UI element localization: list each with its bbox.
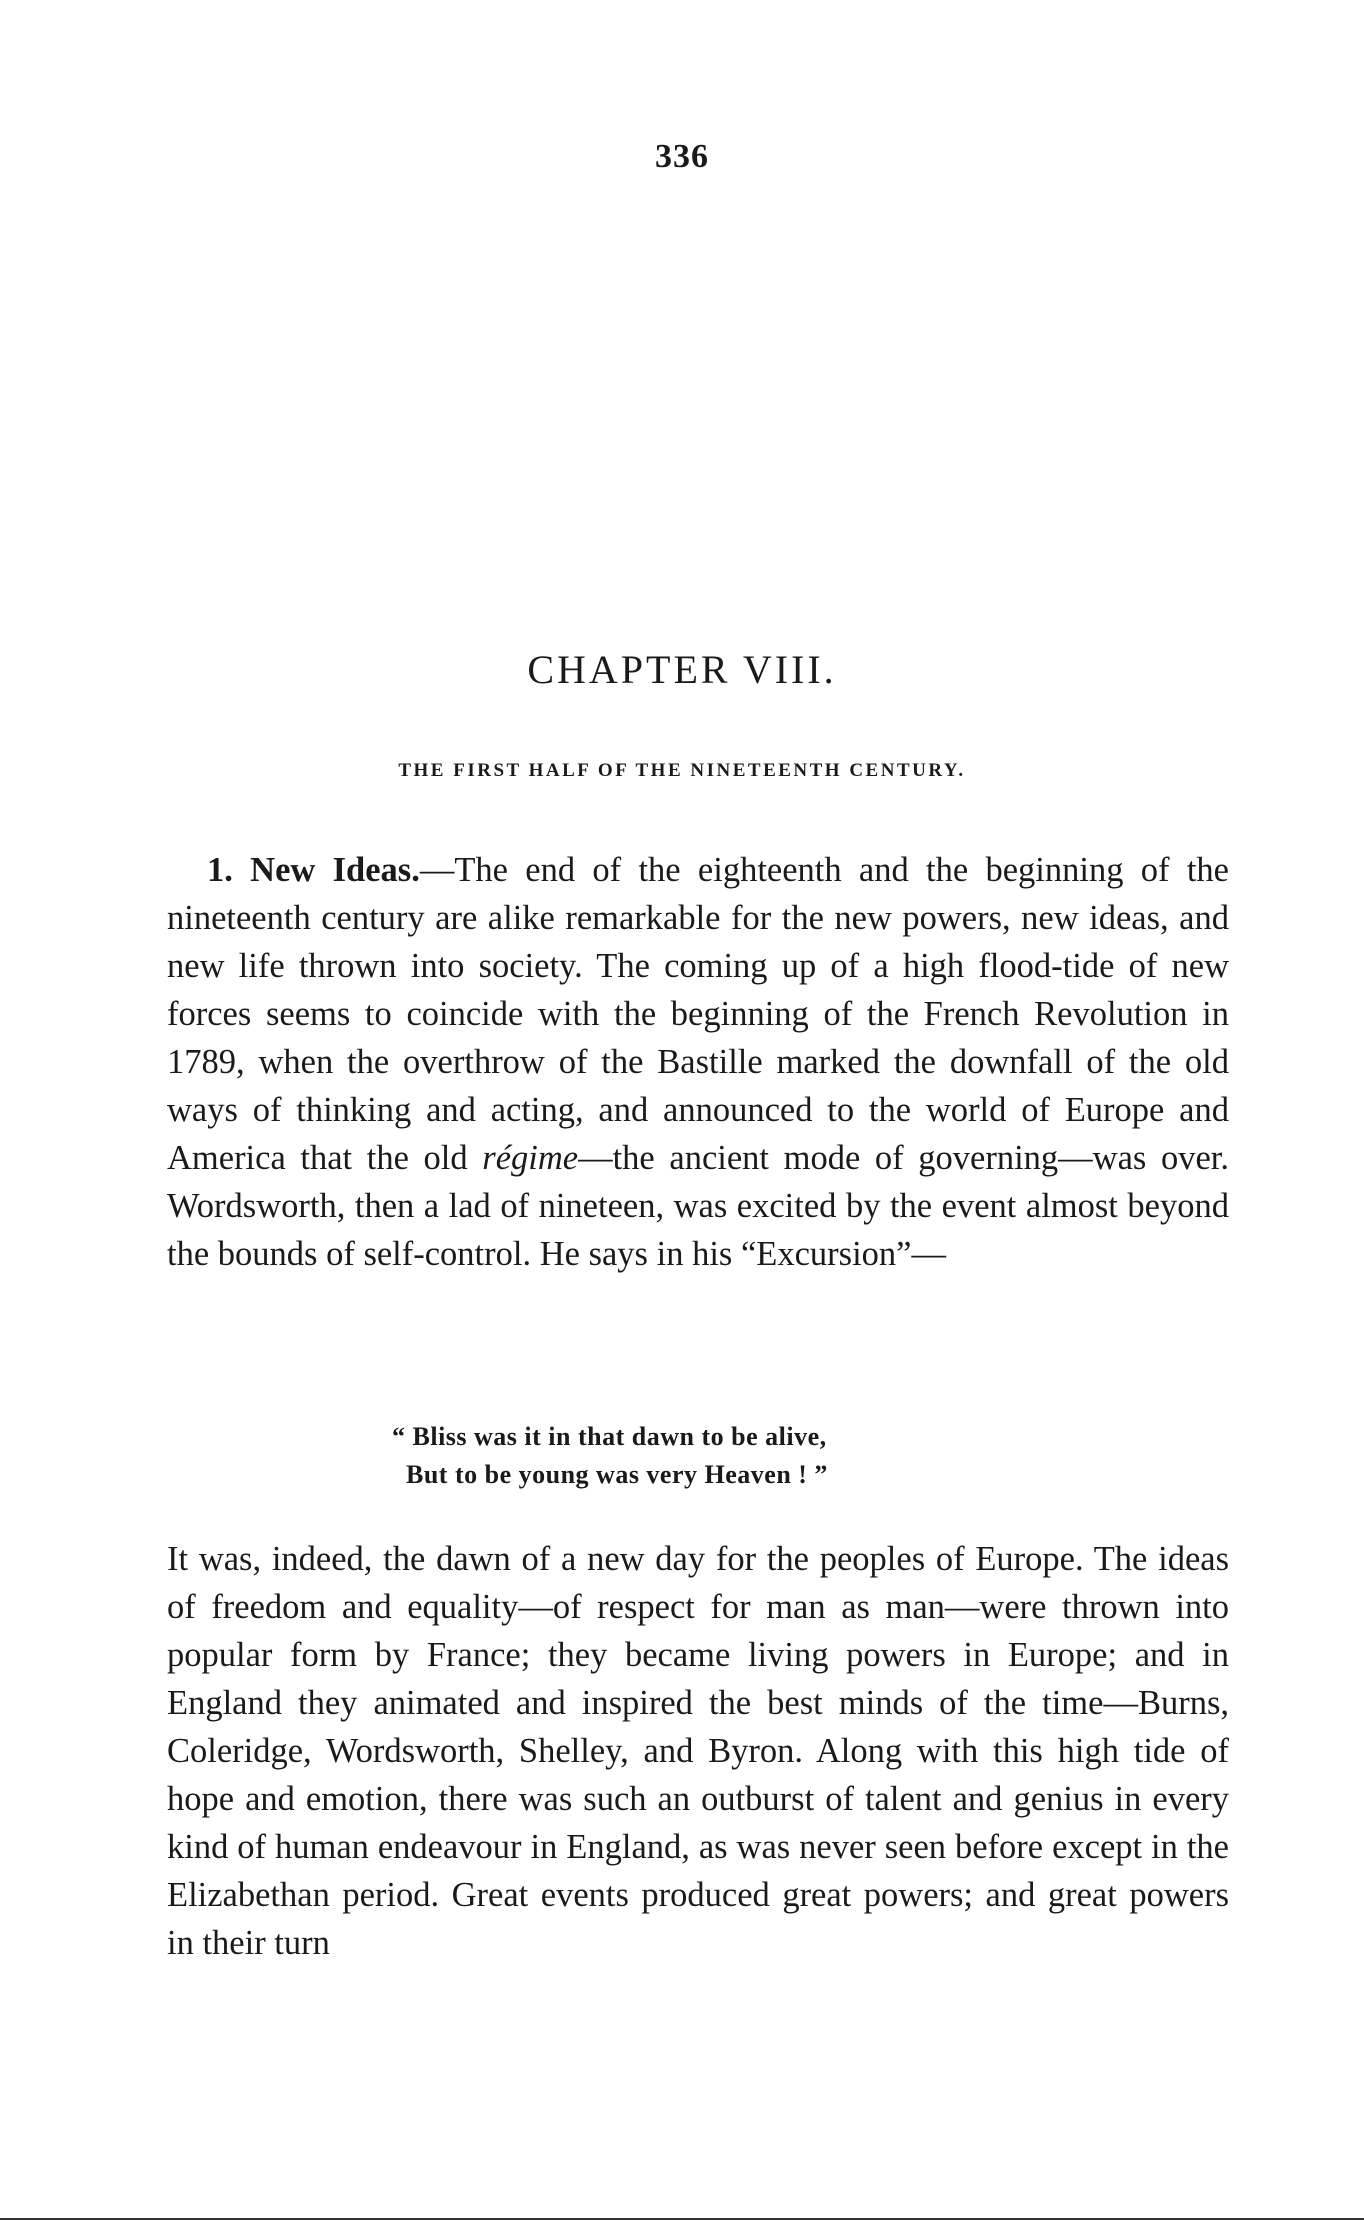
section-heading: 1. New Ideas. [207,851,420,889]
page-bottom-rule [0,2218,1364,2220]
italic-term: régime [482,1139,579,1177]
page-number: 336 [655,138,709,175]
quote-line: “ Bliss was it in that dawn to be alive, [392,1422,827,1451]
body-paragraph-dawn: It was, indeed, the dawn of a new day for the peoples of Europe. The ideas of freedom and equality—of respect for man as man—were thrown into popular form by France; they became living powers in Europe; and in England they animated and inspired the best minds of the time—Burns, Coleridge, Wordsworth, Shelley, and Byron. Along with this high tide of hope and emotion, there was such an outburst of talent and genius in every kind of human endeavour in England, as was never seen before except in the Elizabethan period. Great events produced great powers; and great powers in their turn [167,1540,1229,1962]
chapter-title: CHAPTER VIII. [527,647,837,692]
chapter-subtitle: THE FIRST HALF OF THE NINETEENTH CENTURY. [398,760,966,781]
body-paragraph-new-ideas [167,846,1229,1278]
paragraph-text: —The end of the eighteenth and the beginning of the nineteenth century are alike remarkable for the new powers, new ideas, and new life thrown into society. The coming up of a high flood-tide of new forces seems to coincide with the beginning of the French Revolution in 1789, when the overthrow of the Bastille marked the downfall of the old ways of thinking and acting, and announced to the world of Europe and America that the old [167,851,1229,1177]
block-quote [392,1418,828,1494]
quote-line: But to be young was very Heaven ! ” [406,1460,828,1489]
paragraph-text-continued: —the ancient mode of governing—was over. Wordsworth, then a lad of nineteen, was excited by the event almost beyond the bounds of self-control. He says in his “Excursion”— [167,1139,1229,1273]
